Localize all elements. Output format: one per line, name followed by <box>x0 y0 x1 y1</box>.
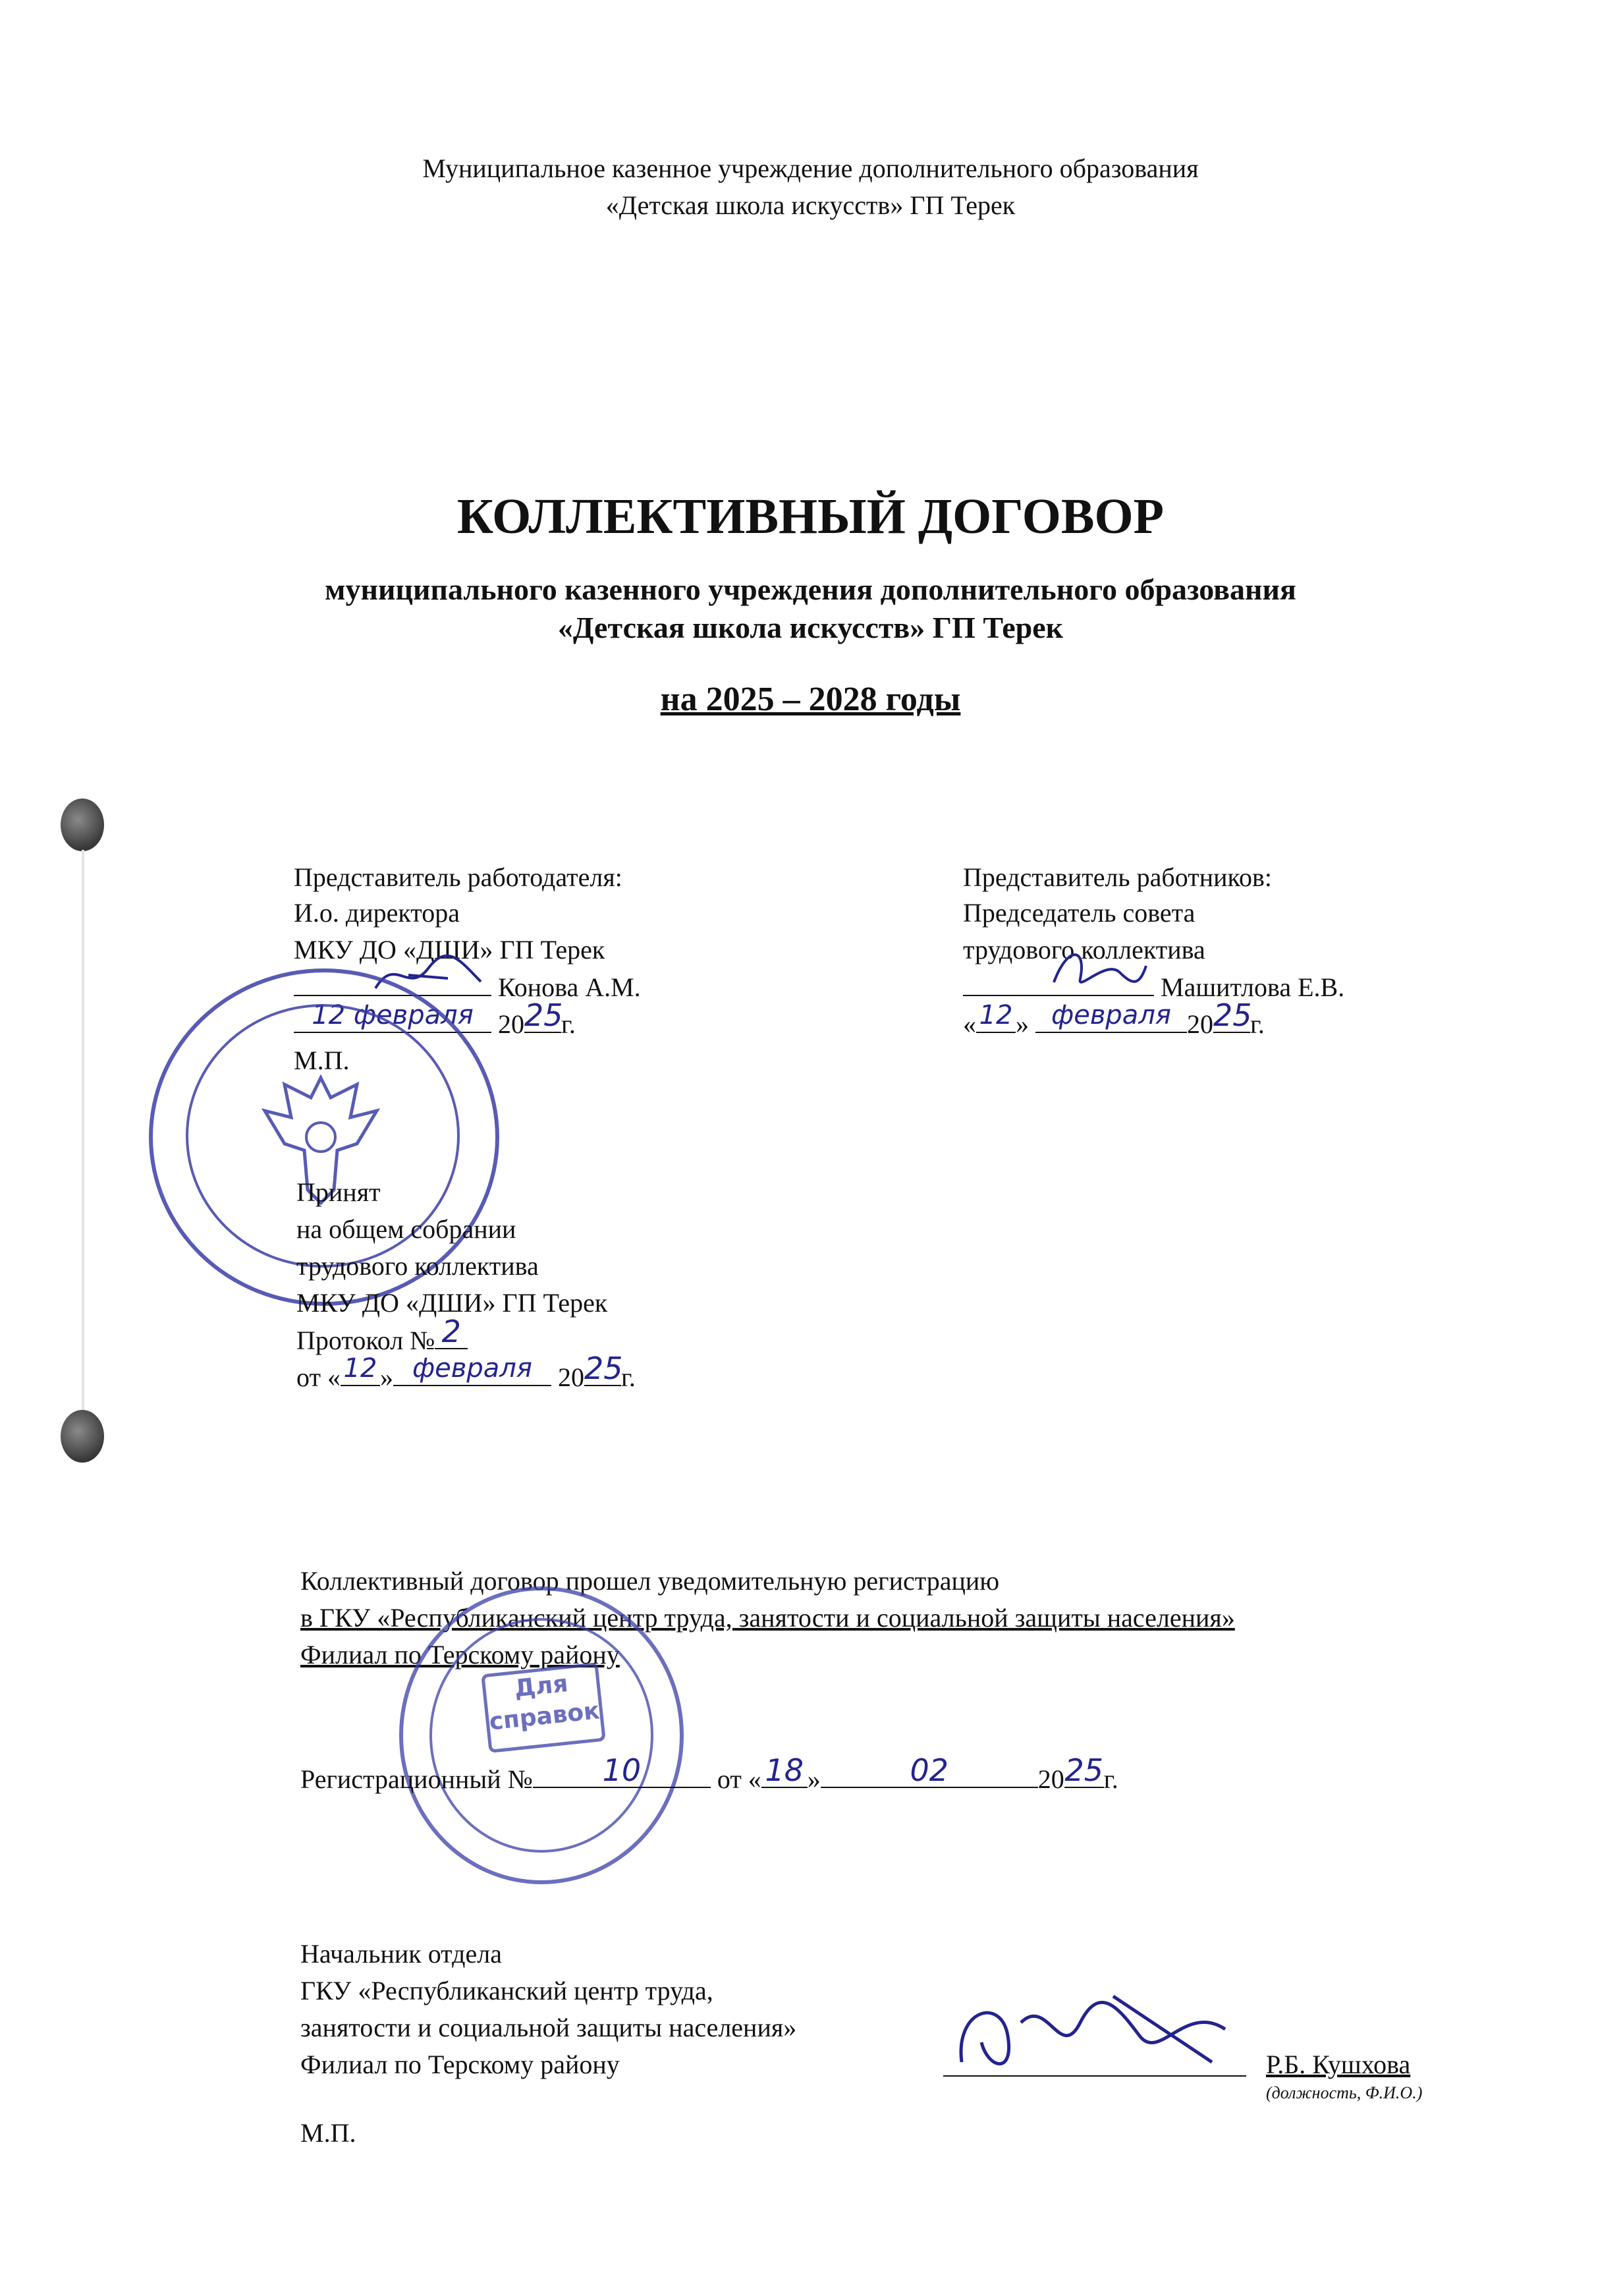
employees-date-month: февраля <box>1051 1000 1171 1030</box>
employees-date-year-prefix: 20 <box>1187 1009 1213 1039</box>
registration-line2: в ГКУ «Республиканский центр труда, занятости и социальной защиты населения» <box>300 1603 1235 1633</box>
department-head-line4: Филиал по Терскому району <box>300 2050 620 2079</box>
registration-seal-text-line2: справок <box>487 1697 601 1736</box>
adopted-line2: на общем собрании <box>296 1214 516 1244</box>
employees-date <box>963 997 1265 1040</box>
department-head-signature <box>948 1983 1238 2082</box>
document-subtitle-line2: «Детская школа искусств» ГП Терек <box>557 611 1064 644</box>
employer-name: Конова А.М. <box>498 972 641 1002</box>
adopted-date <box>296 1351 636 1393</box>
document-title: КОЛЛЕКТИВНЫЙ ДОГОВОР <box>456 489 1165 544</box>
employer-year-blank <box>524 997 563 1033</box>
adopted-date-prefix: от « <box>296 1362 341 1392</box>
adopted-protocol-blank <box>435 1314 468 1349</box>
adopted-protocol-number: 2 <box>441 1314 461 1349</box>
document-period: на 2025 – 2028 годы <box>660 681 961 718</box>
employees-org: трудового коллектива <box>963 935 1205 965</box>
adopted-date-close: » <box>379 1362 393 1392</box>
registration-year-blank <box>1064 1752 1104 1788</box>
adopted-protocol <box>296 1314 468 1357</box>
adopted-month-blank <box>393 1353 551 1386</box>
employer-date-year-prefix: 20 <box>498 1009 524 1039</box>
employees-date-suffix: г. <box>1250 1009 1265 1039</box>
department-head-line1: Начальник отдела <box>300 1939 502 1969</box>
employer-org: МКУ ДО «ДШИ» ГП Терек <box>294 935 605 965</box>
employer-position: И.о. директора <box>294 898 460 928</box>
header-org-line2: «Детская школа искусств» ГП Терек <box>605 190 1016 220</box>
employer-mp: М.П. <box>294 1046 350 1075</box>
adopted-line3: трудового коллектива <box>296 1251 539 1281</box>
header-org-line1: Муниципальное казенное учреждение дополнительного образования <box>422 154 1199 183</box>
employees-date-close: » <box>1016 1009 1029 1039</box>
adopted-date-month: февраля <box>412 1353 532 1384</box>
document-subtitle-line1: муниципального казенного учреждения дополнительного образования <box>325 573 1296 606</box>
binder-hole-bottom <box>61 1410 104 1463</box>
registration-number: 10 <box>602 1752 642 1788</box>
department-head-line2: ГКУ «Республиканский центр труда, <box>300 1976 713 2005</box>
employer-date-day: 12 <box>312 1000 346 1030</box>
department-head-caption: (должность, Ф.И.О.) <box>1266 2083 1423 2102</box>
employer-heading: Представитель работодателя: <box>294 862 622 892</box>
employer-date-suffix: г. <box>561 1009 576 1039</box>
department-head-line3: занятости и социальной защиты населения» <box>300 2013 797 2042</box>
registration-day-blank <box>761 1752 808 1788</box>
employees-date-day: 12 <box>979 1000 1013 1030</box>
registration-line3: Филиал по Терскому району <box>300 1640 620 1669</box>
employees-signature <box>1041 946 1153 999</box>
adopted-year-blank <box>584 1351 623 1386</box>
department-head-mp: М.П. <box>300 2118 356 2148</box>
adopted-date-suffix: г. <box>620 1362 636 1392</box>
adopted-day-blank <box>341 1353 380 1386</box>
registration-suffix: г. <box>1103 1764 1118 1794</box>
binder-hole-top <box>61 798 104 851</box>
employees-signature-line <box>963 971 1344 1003</box>
adopted-date-year-prefix: 20 <box>557 1362 584 1392</box>
adopted-date-year: 25 <box>584 1351 623 1386</box>
registration-line1: Коллективный договор прошел уведомительную регистрацию <box>300 1566 1000 1596</box>
employees-month-blank <box>1035 1000 1187 1033</box>
employer-date-year: 25 <box>524 997 563 1033</box>
employees-date-year: 25 <box>1213 997 1252 1033</box>
employees-year-blank <box>1213 997 1252 1033</box>
registration-seal-box <box>481 1662 606 1753</box>
employees-date-open: « <box>963 1009 976 1039</box>
registration-close: » <box>807 1764 821 1794</box>
registration-from-label: от « <box>717 1764 761 1794</box>
registration-month-blank <box>821 1752 1038 1788</box>
employees-name: Машитлова Е.В. <box>1161 972 1345 1002</box>
binder-crease <box>82 850 84 1410</box>
registration-month: 02 <box>910 1752 949 1788</box>
employees-day-blank <box>976 1000 1016 1033</box>
registration-number-blank <box>533 1752 711 1788</box>
registration-day: 18 <box>765 1752 804 1788</box>
registration-number-label: Регистрационный № <box>300 1764 533 1794</box>
adopted-line4: МКУ ДО «ДШИ» ГП Терек <box>296 1288 608 1318</box>
employees-position: Председатель совета <box>963 898 1195 928</box>
adopted-line1: Принят <box>296 1177 381 1207</box>
registration-year-prefix: 20 <box>1037 1764 1064 1794</box>
employer-date-month: февраля <box>353 1000 474 1030</box>
registration-year: 25 <box>1064 1752 1104 1788</box>
employees-heading: Представитель работников: <box>963 862 1272 892</box>
registration-number-line <box>300 1752 1118 1795</box>
registration-seal <box>399 1586 684 1884</box>
adopted-date-day: 12 <box>343 1353 377 1384</box>
adopted-protocol-label: Протокол № <box>296 1326 435 1355</box>
registration-seal-text-line1: Для <box>512 1670 570 1703</box>
department-head-name: Р.Б. Кушхова <box>1266 2050 1411 2079</box>
